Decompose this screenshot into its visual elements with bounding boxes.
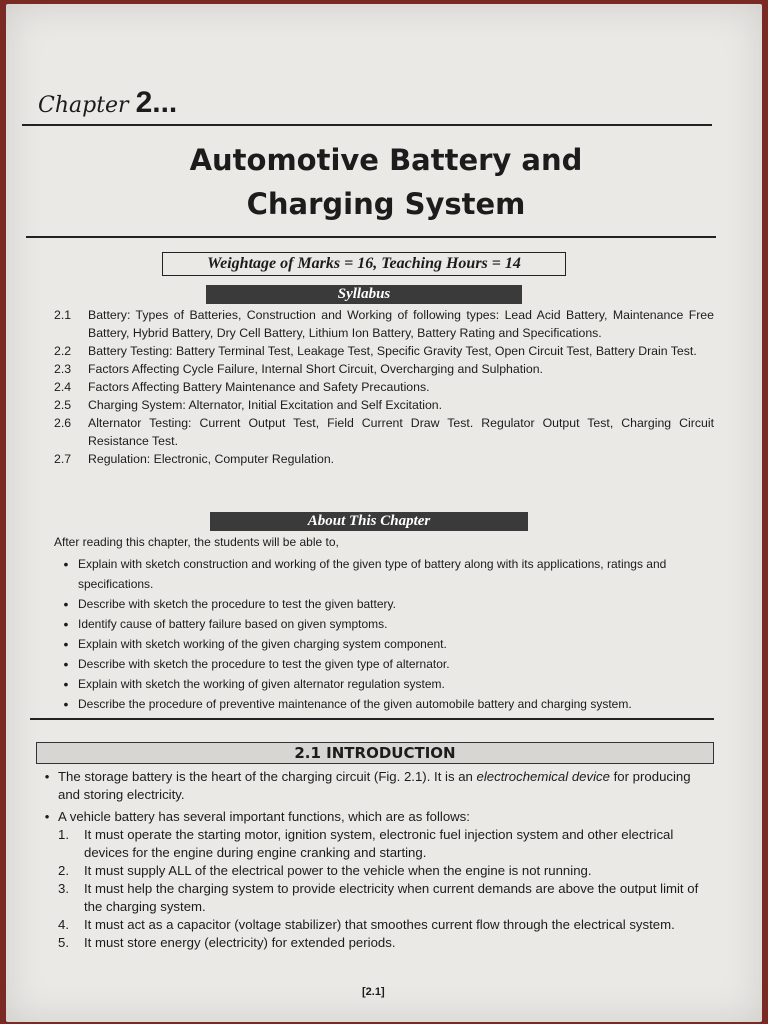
syllabus-item: 2.2 Battery Testing: Battery Terminal Test, Leakage Test, Specific Gravity Test, Open Circuit Test, Battery Drain Test. <box>54 344 697 358</box>
numbered-item: 2. It must supply ALL of the electrical power to the vehicle when the engine is not running. <box>58 863 592 878</box>
numbered-item: 3. It must help the charging system to provide electricity when current demands are above the output limit of the charging system. <box>58 881 699 914</box>
syllabus-list <box>54 306 714 468</box>
section-heading: 2.1 INTRODUCTION <box>36 742 714 764</box>
outcomes-list <box>54 554 716 714</box>
list-item: • Describe the procedure of preventive maintenance of the given automobile battery and charging system. <box>63 696 632 712</box>
divider <box>26 236 716 238</box>
list-item: • Explain with sketch construction and working of the given type of battery along with its applications, ratings and specifications. <box>63 556 667 591</box>
list-item: • The storage battery is the heart of the charging circuit (Fig. 2.1). It is an electrochemical device for producing and storing electricity. <box>44 769 691 802</box>
divider <box>22 124 712 126</box>
list-item: • Explain with sketch the working of given alternator regulation system. <box>63 676 445 692</box>
list-item: • Identify cause of battery failure based on given symptoms. <box>63 616 388 632</box>
book-page <box>6 4 762 1022</box>
syllabus-item: 2.5 Charging System: Alternator, Initial Excitation and Self Excitation. <box>54 398 443 412</box>
syllabus-item: 2.3 Factors Affecting Cycle Failure, Internal Short Circuit, Overcharging and Sulphation. <box>54 362 543 376</box>
title-line-2: Charging System <box>246 187 526 221</box>
chapter-number: 2... <box>135 86 178 119</box>
weightage-box: Weightage of Marks = 16, Teaching Hours = 14 <box>162 252 566 276</box>
list-item: • Describe with sketch the procedure to test the given type of alternator. <box>63 656 450 672</box>
numbered-item: 4. It must act as a capacitor (voltage stabilizer) that smoothes current flow through the electrical system. <box>58 917 675 932</box>
numbered-item: 1. It must operate the starting motor, ignition system, electronic fuel injection system and other electrical devices for the engine during engine cranking and starting. <box>58 827 674 860</box>
about-intro: After reading this chapter, the students will be able to, <box>54 535 339 549</box>
syllabus-item: 2.4 Factors Affecting Battery Maintenance and Safety Precautions. <box>54 380 430 394</box>
divider <box>30 718 714 720</box>
list-item: • Describe with sketch the procedure to test the given battery. <box>63 596 396 612</box>
list-item: • Explain with sketch working of the given charging system component. <box>63 636 447 652</box>
chapter-label: Chapter 2... <box>38 86 178 119</box>
numbered-item: 5. It must store energy (electricity) for extended periods. <box>58 935 396 950</box>
syllabus-item: 2.1 Battery: Types of Batteries, Construction and Working of following types: Lead Acid Battery, Maintenance Free Battery, Hybrid Battery, Dry Cell Battery, Lithium Ion Battery, Battery Rating and Specifications. <box>54 308 714 340</box>
introduction-body <box>36 768 716 952</box>
syllabus-item: 2.7 Regulation: Electronic, Computer Regulation. <box>54 452 335 466</box>
chapter-title <box>106 138 666 226</box>
list-item: • A vehicle battery has several important functions, which are as follows: <box>44 809 470 824</box>
about-banner: About This Chapter <box>210 512 528 531</box>
syllabus-banner: Syllabus <box>206 285 522 304</box>
title-line-1: Automotive Battery and <box>189 143 583 177</box>
syllabus-item: 2.6 Alternator Testing: Current Output Test, Field Current Draw Test. Regulator Output Test, Charging Circuit Resistance Test. <box>54 416 714 448</box>
page-number: [2.1] <box>362 986 385 998</box>
